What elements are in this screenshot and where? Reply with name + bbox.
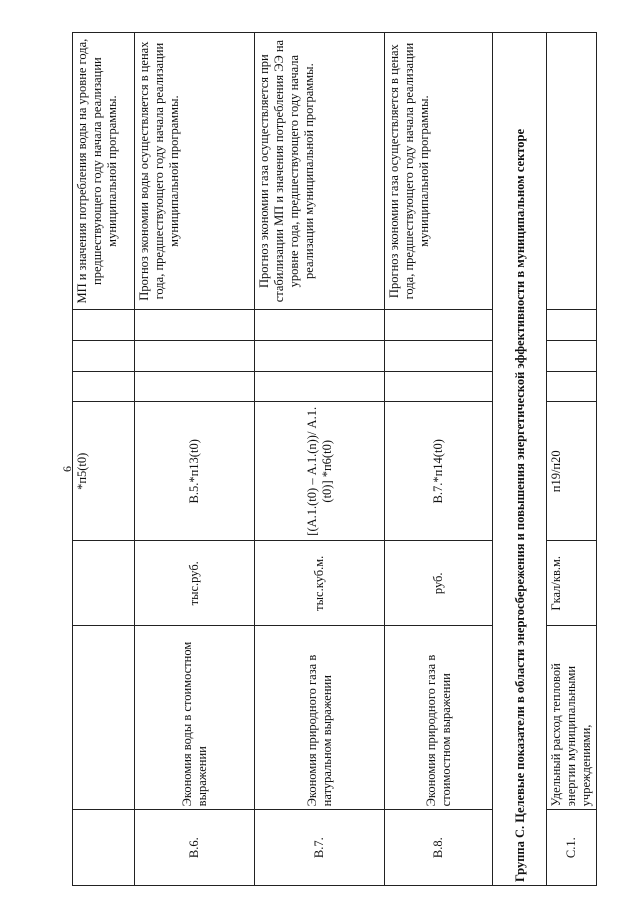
note-cell: МП и значения потребления воды на уровне года, предшествующего году начала реализации муниципальной программы. — [73, 33, 135, 310]
empty-cell — [73, 340, 135, 371]
empty-cell — [255, 371, 385, 402]
note-cell — [547, 33, 597, 310]
group-c-title: Группа С. Целевые показатели в области энергосбережения и повышения энергетической эффективности в муниципальном секторе — [493, 33, 547, 886]
empty-cell — [73, 371, 135, 402]
indicator-name: Удельный расход тепловой энергии муниципальными учреждениями, — [547, 626, 597, 810]
table-row — [547, 33, 597, 886]
indicator-name: Экономия природного газа в стоимостном выражении — [385, 626, 493, 810]
rotated-page — [72, 32, 608, 886]
row-number: С.1. — [547, 810, 597, 886]
unit-cell: тыс.куб.м. — [255, 541, 385, 626]
note-cell: Прогноз экономии газа осуществляется при стабилизации МП и значения потребления ЭЭ на уровне года, предшествующего году начала реализации муниципальной программы. — [255, 33, 385, 310]
empty-cell — [547, 310, 597, 341]
empty-cell — [547, 340, 597, 371]
empty-cell — [385, 371, 493, 402]
row-number: В.8. — [385, 810, 493, 886]
empty-cell — [135, 371, 255, 402]
table-row — [255, 33, 385, 886]
unit-cell: Гкал/кв.м. — [547, 541, 597, 626]
empty-cell — [385, 340, 493, 371]
empty-cell — [135, 340, 255, 371]
empty-cell — [385, 310, 493, 341]
indicator-name: Экономия природного газа в натуральном выражении — [255, 626, 385, 810]
formula-cell: п19/п20 — [547, 402, 597, 541]
formula-cell: *п5(t0) — [73, 402, 135, 541]
unit-cell: руб. — [385, 541, 493, 626]
table-row — [135, 33, 255, 886]
note-cell: Прогноз экономии газа осуществляется в ценах года, предшествующего году начала реализации муниципальной программы. — [385, 33, 493, 310]
formula-cell: [(А.1.(t0) – А.1.(n))/ А.1.(t0)] *п6(t0) — [255, 402, 385, 541]
indicator-name — [73, 626, 135, 810]
row-number: В.7. — [255, 810, 385, 886]
formula-cell: В.7.*п14(t0) — [385, 402, 493, 541]
formula-cell: В.5.*п13(t0) — [135, 402, 255, 541]
indicator-name: Экономия воды в стоимостном выражении — [135, 626, 255, 810]
note-cell: Прогноз экономии воды осуществляется в ценах года, предшествующего году начала реализации муниципальной программы. — [135, 33, 255, 310]
row-number — [73, 810, 135, 886]
indicators-table — [72, 32, 597, 886]
unit-cell: тыс.руб. — [135, 541, 255, 626]
empty-cell — [547, 371, 597, 402]
row-number: В.6. — [135, 810, 255, 886]
page-number: 6 — [60, 466, 74, 472]
group-row — [493, 33, 547, 886]
empty-cell — [255, 310, 385, 341]
empty-cell — [255, 340, 385, 371]
empty-cell — [73, 310, 135, 341]
empty-cell — [135, 310, 255, 341]
unit-cell — [73, 541, 135, 626]
table-row — [73, 33, 135, 886]
table-row — [385, 33, 493, 886]
